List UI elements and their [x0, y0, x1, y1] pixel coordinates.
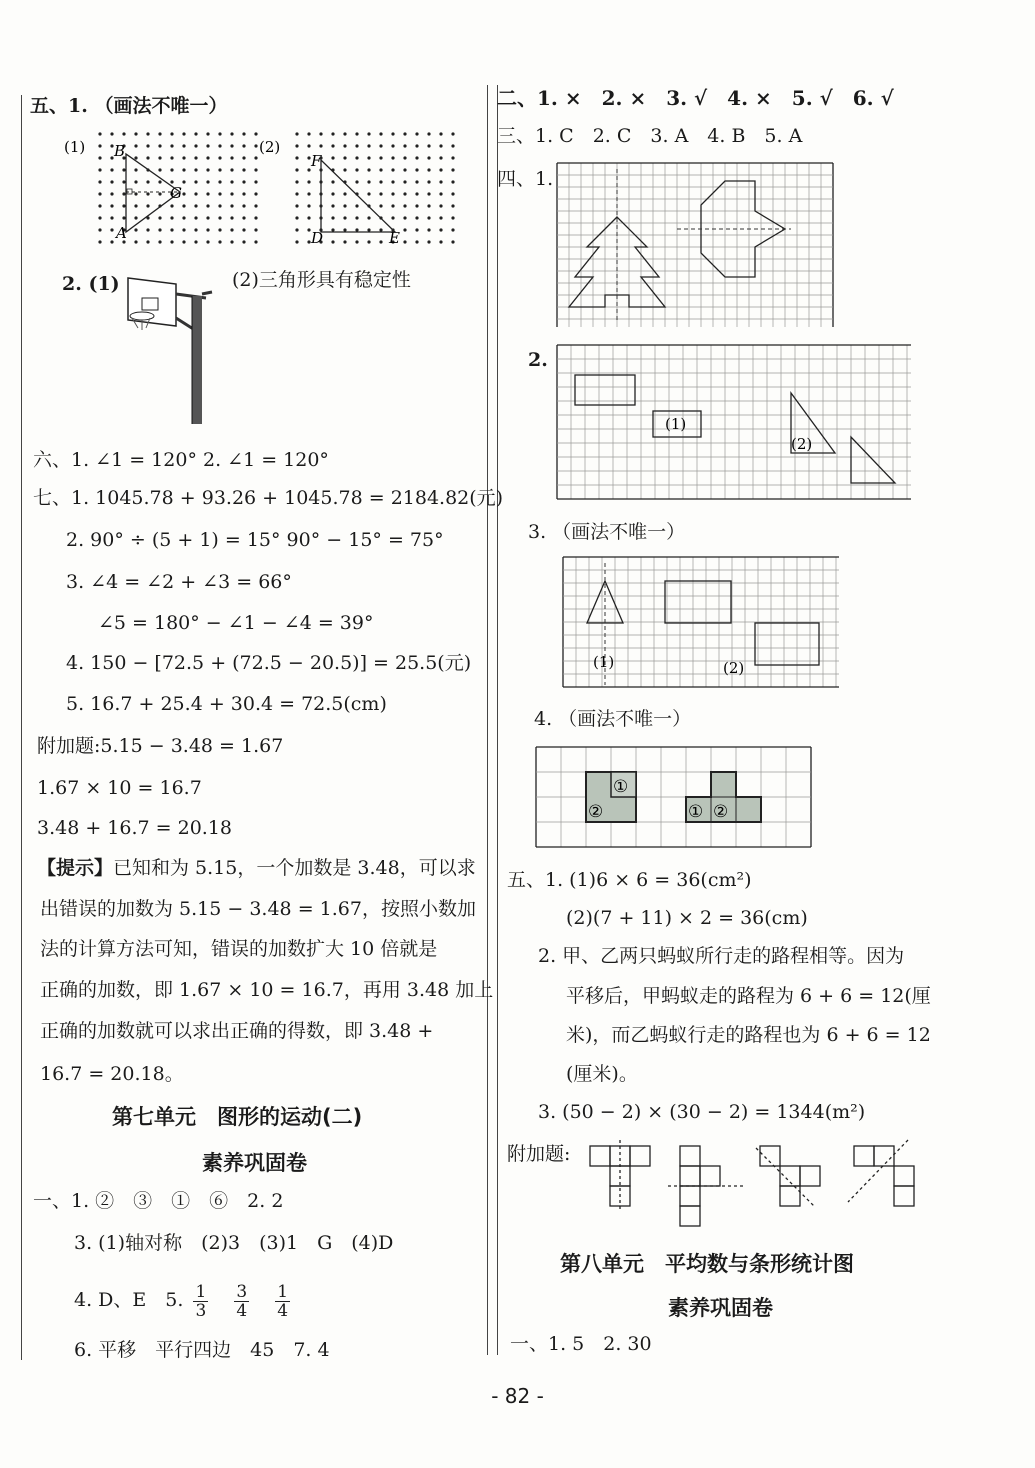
section-7-5: 5. 16.7 + 25.4 + 30.4 = 72.5(cm) — [66, 693, 387, 715]
section-6: 六、1. ∠1 = 120° 2. ∠1 = 120° — [33, 449, 329, 471]
hint-line-2: 出错误的加数为 5.15 − 3.48 = 1.67，按照小数加 — [40, 898, 476, 920]
fraction-3-4: $\frac{3}{4}$ — [236, 1281, 248, 1321]
fig2-label: (2) — [259, 138, 281, 156]
grid-figure-1 — [557, 163, 837, 331]
hint-line-6: 16.7 = 20.18。 — [40, 1063, 184, 1085]
fraction-1-3: $\frac{1}{3}$ — [195, 1281, 207, 1321]
hint-line-1 — [37, 856, 476, 880]
point-e: E — [389, 229, 400, 247]
point-b: B — [114, 142, 126, 160]
column-divider — [487, 85, 488, 1355]
grid-figure-3 — [563, 557, 841, 689]
point-f: F — [311, 152, 322, 170]
circle-2-a: ② — [588, 802, 604, 822]
extra-2: 1.67 × 10 = 16.7 — [37, 777, 202, 799]
right-section-5-2c: 米)，而乙蚂蚁行走的路程也为 6 + 6 = 12 — [566, 1024, 931, 1046]
right-section-5-1b: (2)(7 + 11) × 2 = 36(cm) — [566, 907, 808, 929]
unit8-q1: 一、1. 5 2. 30 — [510, 1333, 652, 1355]
unit7-q4 — [74, 1280, 294, 1320]
grid-figure-4 — [536, 747, 812, 847]
grid-figure-2 — [557, 345, 913, 501]
right-section-4-1: 四、1. — [497, 168, 554, 190]
hint-line-3: 法的计算方法可知，错误的加数扩大 10 倍就是 — [40, 938, 438, 960]
section-7-3: 3. ∠4 = ∠2 + ∠3 = 66° — [66, 571, 292, 593]
point-a: A — [116, 224, 127, 242]
fraction-1-4: $\frac{1}{4}$ — [277, 1281, 289, 1321]
column-divider-2 — [497, 85, 498, 1355]
section-7-1: 七、1. 1045.78 + 93.26 + 1045.78 = 2184.82(元) — [33, 487, 504, 509]
unit7-subtitle: 素养巩固卷 — [202, 1151, 307, 1175]
grid3-label-2: (2) — [723, 659, 745, 677]
right-section-5-2: 2. 甲、乙两只蚂蚁所行走的路程相等。因为 — [538, 945, 905, 967]
hint-text-1: 已知和为 5.15，一个加数是 3.48，可以求 — [113, 857, 476, 879]
extra-nets-figure — [588, 1140, 928, 1230]
section-5-1: 五、1. （画法不唯一） — [30, 95, 228, 117]
unit7-q4-text: 4. D、E 5. — [74, 1289, 184, 1311]
hint-tag: 【提示】 — [37, 857, 114, 879]
unit8-subtitle: 素养巩固卷 — [668, 1296, 773, 1320]
dot-grid-figure-2 — [255, 130, 445, 250]
section-5-2b: (2)三角形具有稳定性 — [232, 269, 411, 291]
right-extra-label: 附加题: — [507, 1143, 571, 1165]
circle-1-b: ① — [688, 802, 704, 822]
circle-2-b: ② — [713, 802, 729, 822]
point-d: D — [311, 229, 324, 247]
right-section-5-2d: (厘米)。 — [566, 1063, 638, 1085]
hint-line-5: 正确的加数就可以求出正确的得数，即 3.48 + — [40, 1020, 434, 1042]
unit7-q1: 一、1. ② ③ ① ⑥ 2. 2 — [33, 1190, 284, 1212]
unit7-q3: 3. (1)轴对称 (2)3 (3)1 G (4)D — [74, 1232, 394, 1254]
section-7-3b: ∠5 = 180° − ∠1 − ∠4 = 39° — [98, 612, 374, 634]
right-section-3: 三、1. C 2. C 3. A 4. B 5. A — [497, 125, 803, 147]
right-section-2: 二、1. × 2. × 3. √ 4. × 5. √ 6. √ — [497, 86, 894, 110]
right-section-5-2b: 平移后，甲蚂蚁走的路程为 6 + 6 = 12(厘 — [566, 985, 931, 1007]
point-g: G — [170, 184, 182, 202]
unit7-q6: 6. 平移 平行四边 45 7. 4 — [74, 1339, 330, 1361]
section-5-2: 2. (1) — [62, 273, 120, 295]
left-margin-line — [21, 95, 22, 1360]
basketball-hoop-image — [122, 272, 222, 432]
section-7-4: 4. 150 − [72.5 + (72.5 − 20.5)] = 25.5(元) — [66, 652, 472, 674]
unit7-title: 第七单元 图形的运动(二) — [112, 1105, 363, 1129]
hint-line-4: 正确的加数，即 1.67 × 10 = 16.7，再用 3.48 加上 — [40, 979, 494, 1001]
circle-1-a: ① — [613, 777, 629, 797]
extra-1: 附加题:5.15 − 3.48 = 1.67 — [37, 735, 284, 757]
right-section-4-2: 2. — [528, 349, 548, 371]
right-section-5-1: 五、1. (1)6 × 6 = 36(cm²) — [507, 869, 752, 891]
dot-grid-figure-1 — [60, 130, 250, 250]
page-number: - 82 - — [491, 1384, 544, 1408]
extra-3: 3.48 + 16.7 = 20.18 — [37, 817, 233, 839]
right-section-4-4: 4. （画法不唯一） — [534, 708, 692, 730]
right-section-4-3: 3. （画法不唯一） — [528, 521, 686, 543]
unit8-title: 第八单元 平均数与条形统计图 — [560, 1252, 854, 1276]
grid2-label-2: (2) — [791, 435, 813, 453]
fig1-label: (1) — [64, 138, 86, 156]
right-section-5-3: 3. (50 − 2) × (30 − 2) = 1344(m²) — [538, 1101, 866, 1123]
grid3-label-1: (1) — [593, 653, 615, 671]
grid2-label-1: (1) — [665, 415, 687, 433]
section-7-2: 2. 90° ÷ (5 + 1) = 15° 90° − 15° = 75° — [66, 529, 444, 551]
